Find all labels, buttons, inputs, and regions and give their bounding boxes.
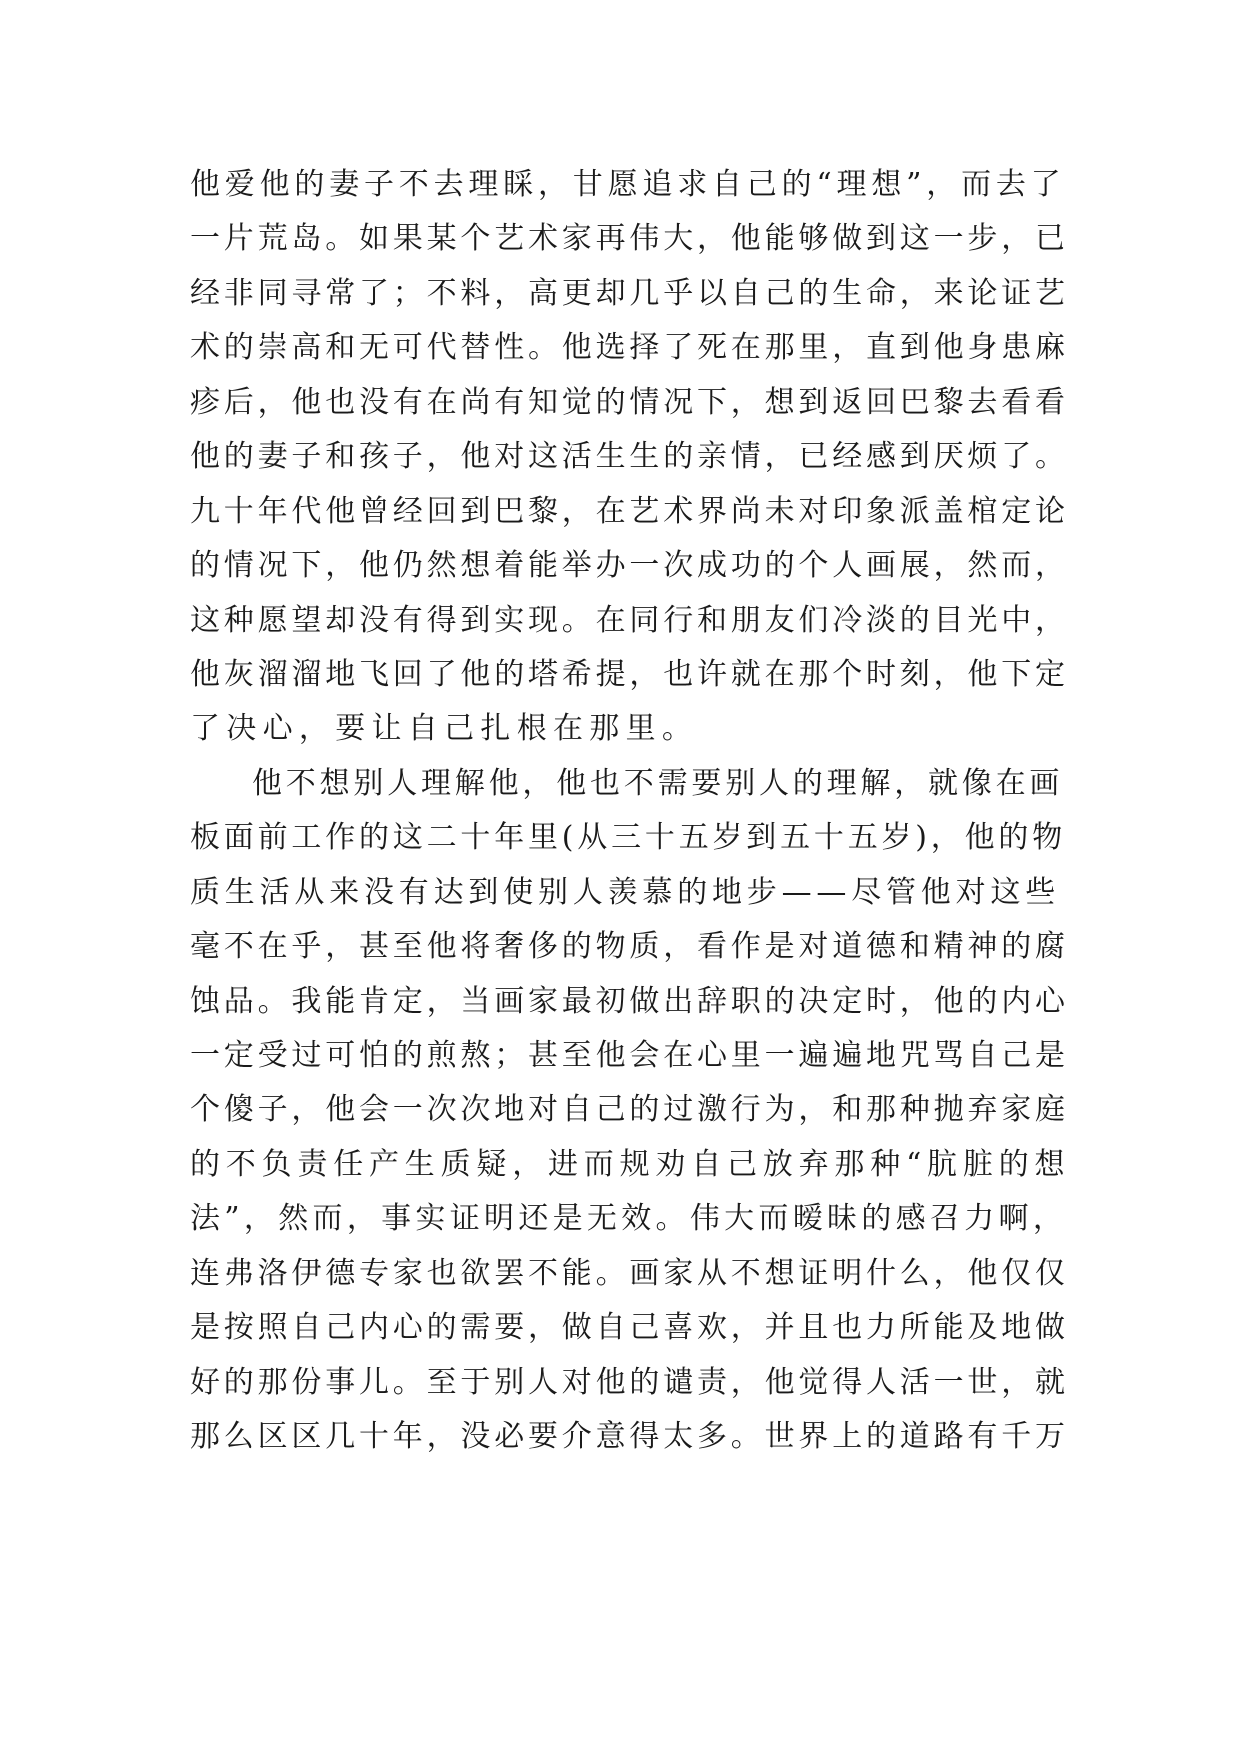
- text-line: 板面前工作的这二十年里(从三十五岁到五十五岁)，他的物: [190, 820, 1067, 856]
- text-line: 术的崇高和无可代替性。他选择了死在那里，直到他身患麻: [190, 330, 1069, 366]
- text-line: 那么区区几十年，没必要介意得太多。世界上的道路有千万: [190, 1419, 1069, 1455]
- text-line: 这种愿望却没有得到实现。在同行和朋友们冷淡的目光中，: [190, 602, 1069, 638]
- text-line: 的情况下，他仍然想着能举办一次成功的个人画展，然而，: [190, 548, 1069, 584]
- text-line: 他的妻子和孩子，他对这活生生的亲情，已经感到厌烦了。: [190, 439, 1069, 475]
- paragraph-first-line: 他不想别人理解他，他也不需要别人的理解，就像在画: [252, 765, 1064, 801]
- text-line: 他灰溜溜地飞回了他的塔希提，也许就在那个时刻，他下定: [190, 656, 1069, 692]
- text-line: 连弗洛伊德专家也欲罢不能。画家从不想证明什么，他仅仅: [190, 1255, 1069, 1291]
- text-line: 好的那份事儿。至于别人对他的谴责，他觉得人活一世，就: [190, 1364, 1069, 1400]
- text-line: 经非同寻常了；不料，高更却几乎以自己的生命，来论证艺: [190, 275, 1069, 311]
- text-line: 一片荒岛。如果某个艺术家再伟大，他能够做到这一步，已: [190, 221, 1069, 257]
- text-line: 九十年代他曾经回到巴黎，在艺术界尚未对印象派盖棺定论: [190, 493, 1069, 529]
- text-line: 蚀品。我能肯定，当画家最初做出辞职的决定时，他的内心: [190, 983, 1069, 1019]
- text-line: 疹后，他也没有在尚有知觉的情况下，想到返回巴黎去看看: [190, 384, 1069, 420]
- text-line: 法”，然而，事实证明还是无效。伟大而暧昧的感召力啊，: [190, 1201, 1068, 1237]
- text-line: 质生活从来没有达到使别人羡慕的地步——尽管他对这些: [190, 874, 1060, 910]
- text-line: 是按照自己内心的需要，做自己喜欢，并且也力所能及地做: [190, 1310, 1069, 1346]
- text-line: 一定受过可怕的煎熬；甚至他会在心里一遍遍地咒骂自己是: [190, 1038, 1069, 1073]
- text-line: 个傻子，他会一次次地对自己的过激行为，和那种抛弃家庭: [190, 1092, 1069, 1128]
- document-body: [190, 158, 1070, 1465]
- text-line: 他爱他的妻子不去理睬，甘愿追求自己的“理想”，而去了: [190, 167, 1066, 202]
- text-line: 的不负责任产生质疑，进而规劝自己放弃那种“肮脏的想: [190, 1146, 1071, 1182]
- text-line: 了决心，要让自己扎根在那里。: [190, 711, 699, 747]
- text-line: 毫不在乎，甚至他将奢侈的物质，看作是对道德和精神的腐: [190, 929, 1069, 965]
